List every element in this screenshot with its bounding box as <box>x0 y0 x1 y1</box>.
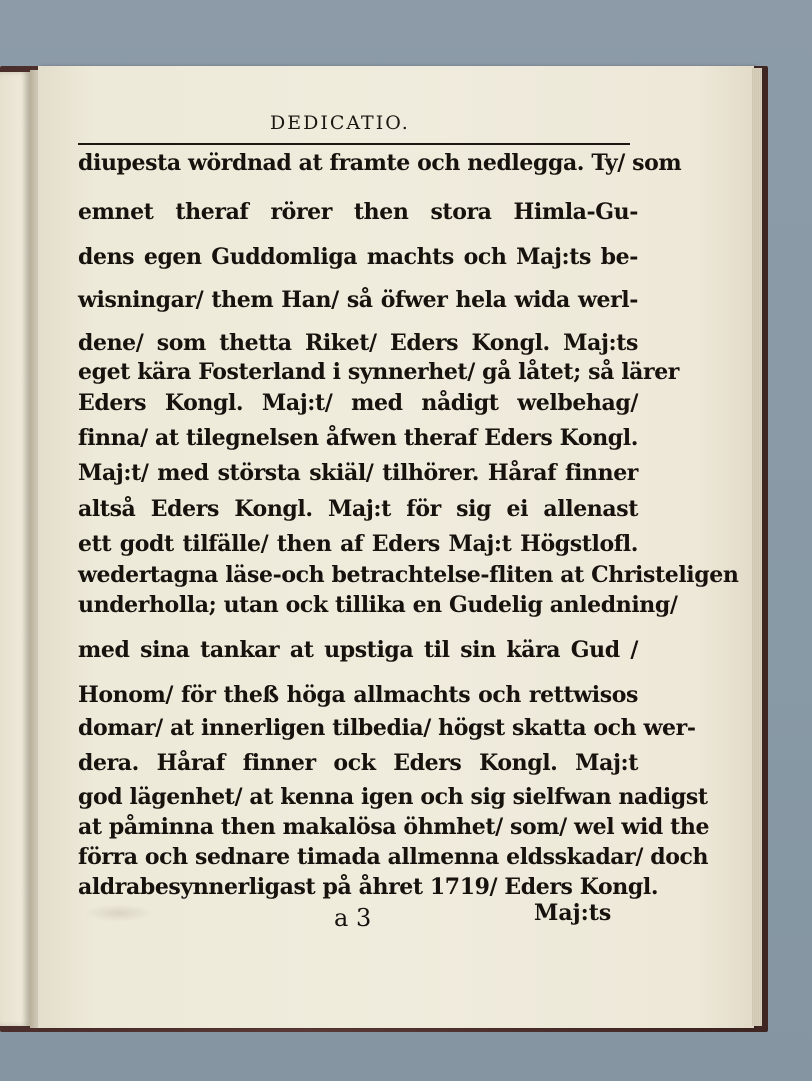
text-line: at påminna then makalösa öhmhet/ som/ wel wid the <box>78 814 710 840</box>
text-line: dene/ som thetta Riket/ Eders Kongl. Maj:ts <box>78 330 638 356</box>
text-line: finna/ at tilegnelsen åfwen theraf Eders Kongl. <box>78 425 638 451</box>
header-rule <box>78 143 630 145</box>
running-head: DEDICATIO. <box>270 112 410 134</box>
text-line: dera. Håraf finner ock Eders Kongl. Maj:t <box>78 750 638 776</box>
facing-page-edge <box>0 72 30 1026</box>
text-line: ett godt tilfälle/ then af Eders Maj:t Högstlofl. <box>78 531 638 557</box>
text-line: domar/ at innerligen tilbedia/ högst skatta och wer- <box>78 715 696 741</box>
catchword: Maj:ts <box>534 900 612 926</box>
text-line: Eders Kongl. Maj:t/ med nådigt welbehag/ <box>78 390 638 416</box>
signature-mark: a 3 <box>334 904 372 932</box>
text-line: förra och sednare timada allmenna eldsskadar/ doch <box>78 844 709 870</box>
text-line: dens egen Guddomliga machts och Maj:ts be- <box>78 244 638 270</box>
text-line: med sina tankar at upstiga til sin kära Gud / <box>78 637 638 663</box>
text-line: wisningar/ them Han/ så öfwer hela wida werl- <box>78 287 638 313</box>
text-line: eget kära Fosterland i synnerhet/ gå låtet; så lärer <box>78 359 679 385</box>
text-line: diupesta wördnad at framte och nedlegga. Ty/ som <box>78 150 682 176</box>
text-line: underholla; utan ock tillika en Gudelig anledning/ <box>78 592 678 618</box>
text-line: Maj:t/ med största skiäl/ tilhörer. Håraf finner <box>78 460 638 486</box>
text-line: god lägenhet/ at kenna igen och sig sielfwan nadigst <box>78 784 708 810</box>
text-line: aldrabesynnerligast på åhret 1719/ Eders Kongl. <box>78 874 659 900</box>
page-block-edge <box>752 68 762 1026</box>
text-line: Honom/ för theß höga allmachts och rettwisos <box>78 682 638 708</box>
text-line: wedertagna läse-och betrachtelse-fliten at Christeligen <box>78 562 739 588</box>
show-through-stain <box>84 904 154 922</box>
text-line: altså Eders Kongl. Maj:t för sig ei allenast <box>78 496 638 522</box>
text-line: emnet theraf rörer then stora Himla-Gu- <box>78 199 638 225</box>
